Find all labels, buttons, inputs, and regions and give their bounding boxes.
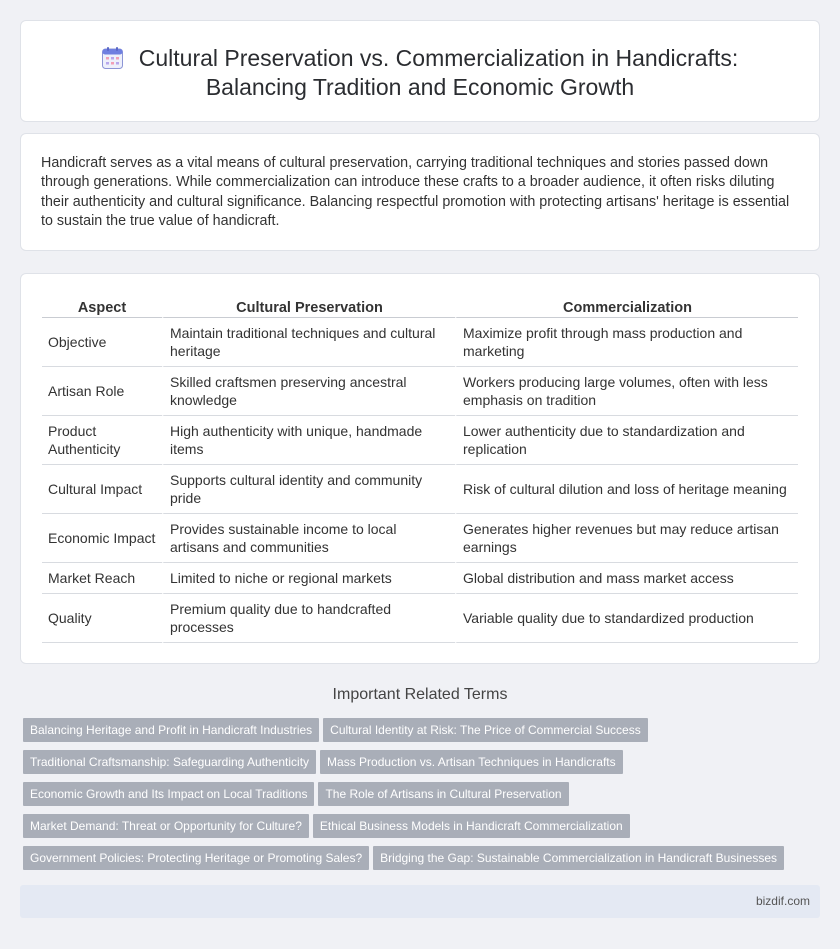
aspect-cell: Objective [42,318,162,367]
aspect-cell: Artisan Role [42,367,162,416]
header-commercialization: Commercialization [455,297,798,318]
aspect-cell: Cultural Impact [42,465,162,514]
preservation-cell: Limited to niche or regional markets [162,563,455,594]
related-term-tag[interactable]: Cultural Identity at Risk: The Price of Commercial Success [323,718,648,742]
related-term-tag[interactable]: Mass Production vs. Artisan Techniques in Handicrafts [320,750,623,774]
tag-row [23,846,803,870]
commercialization-cell: Variable quality due to standardized production [455,594,798,643]
aspect-cell: Market Reach [42,563,162,594]
title-line-1: Cultural Preservation vs. Commercialization in Handicrafts: [21,44,819,73]
preservation-cell: Premium quality due to handcrafted processes [162,594,455,643]
aspect-cell: Product Authenticity [42,416,162,465]
commercialization-cell: Workers producing large volumes, often with less emphasis on tradition [455,367,798,416]
table-row [42,465,798,514]
title-line-2: Balancing Tradition and Economic Growth [205,74,635,100]
preservation-cell: Skilled craftsmen preserving ancestral knowledge [162,367,455,416]
table-row [42,594,798,643]
related-term-tag[interactable]: Traditional Craftsmanship: Safeguarding Authenticity [23,750,316,774]
intro-card [20,133,820,251]
commercialization-cell: Lower authenticity due to standardization and replication [455,416,798,465]
related-term-tag[interactable]: Bridging the Gap: Sustainable Commercialization in Handicraft Businesses [373,846,784,870]
footer-site-link[interactable]: bizdif.com [755,894,810,908]
related-terms-list [23,718,803,878]
related-term-tag[interactable]: Economic Growth and Its Impact on Local Traditions [23,782,314,806]
related-terms-title: Important Related Terms [332,686,508,703]
aspect-cell: Quality [42,594,162,643]
page-title [21,44,819,102]
tag-row [23,782,803,806]
header-aspect: Aspect [42,297,162,318]
intro-paragraph: Handicraft serves as a vital means of cultural preservation, carrying traditional techniques and stories passed down through generations. While commercialization can introduce these crafts to a broader audience, it often risks diluting their authenticity and cultural significance. Balancing respectful promotion with protecting artisans' heritage is essential to sustain the true value of handicraft. [41,155,790,230]
header-card [20,20,820,122]
calendar-icon [102,47,123,69]
table-row [42,318,798,367]
comparison-table [42,297,798,643]
table-header-row [42,297,798,318]
commercialization-cell: Maximize profit through mass production and marketing [455,318,798,367]
commercialization-cell: Generates higher revenues but may reduce artisan earnings [455,514,798,563]
preservation-cell: Supports cultural identity and community pride [162,465,455,514]
table-row [42,367,798,416]
preservation-cell: Provides sustainable income to local artisans and communities [162,514,455,563]
related-term-tag[interactable]: Government Policies: Protecting Heritage or Promoting Sales? [23,846,369,870]
aspect-cell: Economic Impact [42,514,162,563]
header-cultural-preservation: Cultural Preservation [162,297,455,318]
commercialization-cell: Risk of cultural dilution and loss of heritage meaning [455,465,798,514]
related-term-tag[interactable]: Balancing Heritage and Profit in Handicraft Industries [23,718,319,742]
related-term-tag[interactable]: Ethical Business Models in Handicraft Commercialization [313,814,630,838]
preservation-cell: High authenticity with unique, handmade items [162,416,455,465]
table-row [42,514,798,563]
tag-row [23,750,803,774]
tag-row [23,718,803,742]
footer-bar [20,885,820,918]
tag-row [23,814,803,838]
comparison-card [20,273,820,664]
table-row [42,416,798,465]
related-term-tag[interactable]: Market Demand: Threat or Opportunity for Culture? [23,814,309,838]
preservation-cell: Maintain traditional techniques and cultural heritage [162,318,455,367]
related-term-tag[interactable]: The Role of Artisans in Cultural Preservation [318,782,568,806]
table-row [42,563,798,594]
commercialization-cell: Global distribution and mass market access [455,563,798,594]
